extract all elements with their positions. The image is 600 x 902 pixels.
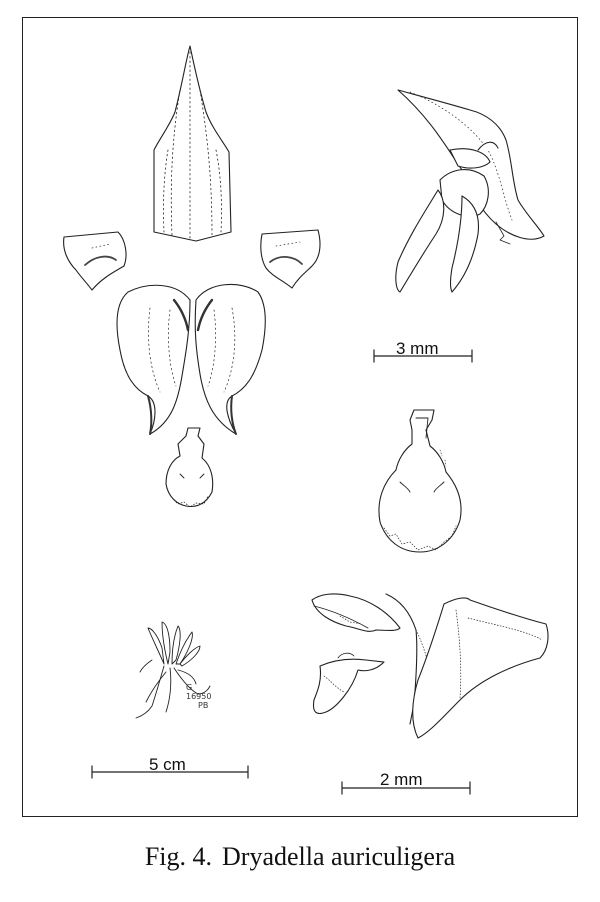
artist-signature xyxy=(186,683,211,710)
left-petal xyxy=(64,232,126,290)
scale-label-5cm: 5 cm xyxy=(149,755,186,774)
signature-line-3: PB xyxy=(198,701,209,710)
lip-small xyxy=(166,428,213,507)
figure-caption xyxy=(0,842,600,872)
flower-side-view xyxy=(396,90,544,292)
scale-label-3mm: 3 mm xyxy=(396,339,439,358)
signature-line-1: G xyxy=(186,683,193,692)
lip-large xyxy=(379,410,461,552)
scale-label-2mm: 2 mm xyxy=(380,770,423,789)
figure-label: Fig. 4. xyxy=(144,842,213,871)
right-petal xyxy=(261,230,320,288)
figure-title: Dryadella auriculigera xyxy=(222,842,456,871)
lateral-sepals xyxy=(117,284,265,434)
signature-line-2: 16950 xyxy=(186,692,212,701)
column-side-view xyxy=(312,594,548,738)
dorsal-sepal xyxy=(154,46,231,241)
